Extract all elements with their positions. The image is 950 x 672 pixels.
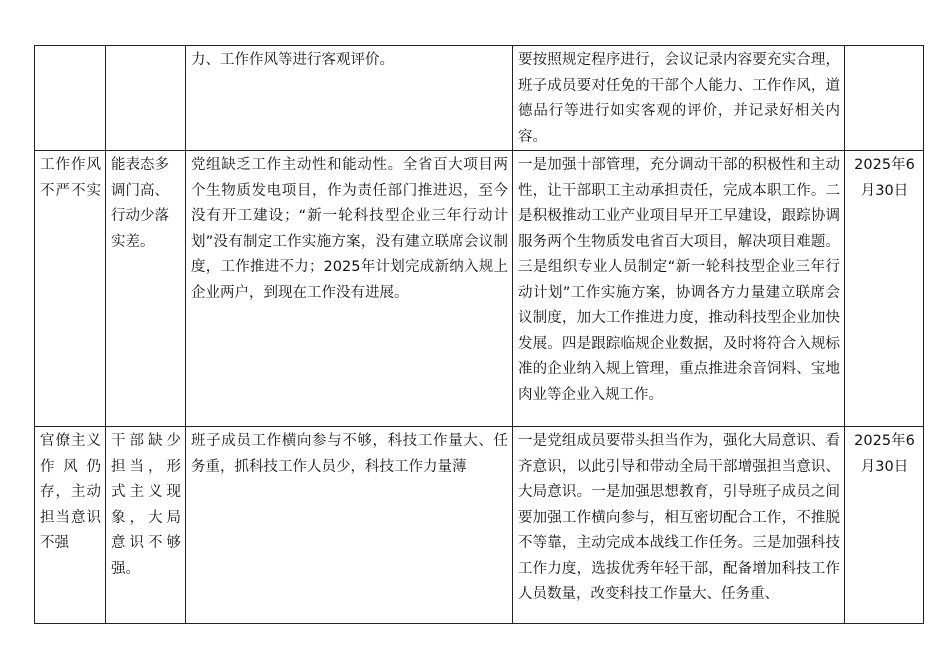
manifestation-cell: 能表态多调门高、行动少落实差。 bbox=[106, 151, 186, 427]
measures-cell: 一是党组成员要带头担当作为，强化大局意识、看齐意识，以此引导和带动全局干部增强担当意识、大局意识。一是加强思想教育，引导班子成员之间要加强工作横向参与，相互密切配合工作，不推脱不等靠，主动完成本战线工作任务。三是加强科技工作力度，选拔优秀年轻干部，配备增加科技工作人员数量，改变科技工作量大、任务重、 bbox=[513, 427, 845, 624]
problem-cell: 班子成员工作横向参与不够，科技工作量大、任务重，抓科技工作人员少，科技工作力量薄 bbox=[186, 427, 513, 624]
measures-cell: 一是加强十部管理，充分调动干部的积极性和主动性，让干部职工主动承担责任，完成本职工作。二是积极推动工业产业项目早开工早建设，跟踪协调服务两个生物质发电省百大项目，解决项目难题。三是组织专业人员制定“新一轮科技型企业三年行动计划”工作实施方案，协调各方力量建立联席会议制度，加大工作推进力度，推动科技型企业加快发展。四是跟踪临规企业数据，及时将符合入规标准的企业纳入规上管理，重点推进余音饲料、宝地肉业等企业入规工作。 bbox=[513, 151, 845, 427]
manifestation-cell: 干部缺少担当，形式主义现象，大局意识不够强。 bbox=[106, 427, 186, 624]
table-row bbox=[35, 427, 924, 624]
issue-cell bbox=[35, 46, 106, 151]
rectification-table bbox=[34, 45, 924, 624]
deadline-cell: 2025年6月30日 bbox=[845, 151, 924, 427]
issue-cell: 工作作风不严不实 bbox=[35, 151, 106, 427]
measures-cell: 要按照规定程序进行，会议记录内容要充实合理，班子成员要对任免的干部个人能力、工作作风，道德品行等进行如实客观的评价，并记录好相关内容。 bbox=[513, 46, 845, 151]
problem-cell: 力、工作作风等进行客观评价。 bbox=[186, 46, 513, 151]
issue-cell: 官僚主义作风仍存，主动担当意识不强 bbox=[35, 427, 106, 624]
manifestation-cell bbox=[106, 46, 186, 151]
table-row bbox=[35, 46, 924, 151]
problem-cell: 党组缺乏工作主动性和能动性。全省百大项目两个生物质发电项目，作为责任部门推进迟，至今没有开工建设；“新一轮科技型企业三年行动计划”没有制定工作实施方案，没有建立联席会议制度，工作推进不力；2025年计划完成新纳入规上企业两户，到现在工作没有进展。 bbox=[186, 151, 513, 427]
table-row bbox=[35, 151, 924, 427]
deadline-cell: 2025年6月30日 bbox=[845, 427, 924, 624]
deadline-cell bbox=[845, 46, 924, 151]
